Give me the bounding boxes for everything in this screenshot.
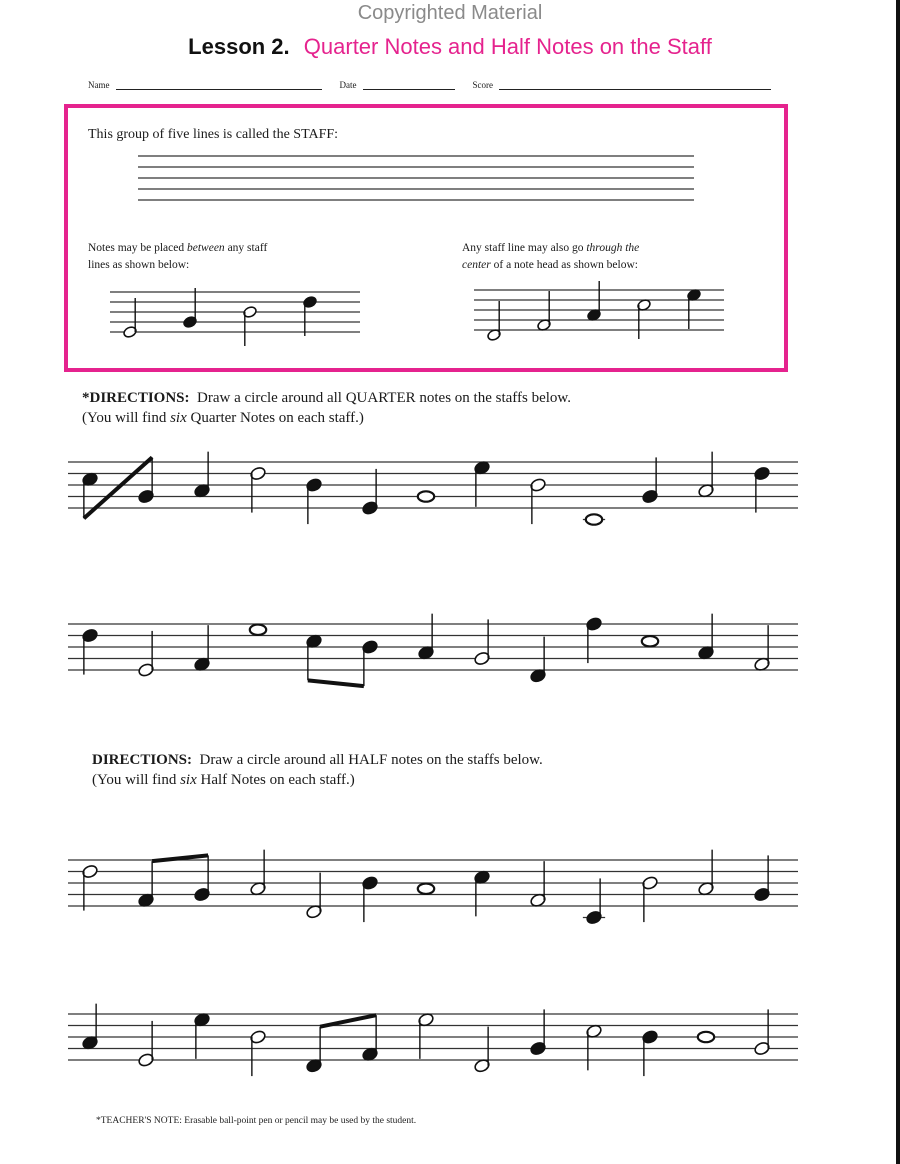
quarter-note[interactable] [193, 625, 210, 672]
through-caption: Any staff line may also go through the center of a note head as shown below: [462, 242, 640, 271]
between-example-staff [110, 284, 360, 344]
quarter-note[interactable] [586, 281, 601, 322]
whole-note[interactable] [418, 491, 434, 501]
name-label: Name [88, 80, 110, 90]
quarter-note[interactable] [753, 466, 770, 513]
half-note[interactable] [486, 301, 501, 342]
quarter-note[interactable] [361, 469, 378, 516]
whole-note[interactable] [698, 1032, 714, 1042]
half-exercise-staff-2[interactable] [68, 1000, 798, 1100]
quarter-note[interactable] [81, 628, 98, 675]
half-note[interactable] [529, 861, 546, 908]
quarter-note[interactable] [529, 637, 546, 684]
quarter-exercise-staff-2[interactable] [68, 610, 798, 710]
half-note[interactable] [249, 850, 266, 897]
quarter-note[interactable] [137, 861, 154, 908]
half-note[interactable] [137, 1021, 154, 1068]
quarter-note[interactable] [361, 639, 378, 686]
quarter-note[interactable] [305, 634, 322, 681]
between-caption: Notes may be placed between any staff lines as shown below: [88, 242, 268, 271]
half-note[interactable] [536, 291, 551, 332]
example-staff [138, 152, 698, 204]
half-note[interactable] [585, 1024, 602, 1071]
score-label: Score [472, 80, 493, 90]
quarter-note[interactable] [81, 1004, 98, 1051]
copyright-watermark: Copyrighted Material [357, 2, 543, 24]
half-note[interactable] [417, 1012, 434, 1059]
quarter-note[interactable] [473, 870, 490, 917]
half-note[interactable] [473, 619, 490, 666]
half-note[interactable] [529, 477, 546, 524]
quarter-directions: *DIRECTIONS: Draw a circle around all QUARTER notes on the staffs below. (You will find six Quarter Notes on each staff.) [82, 390, 572, 426]
quarter-note[interactable] [641, 1029, 658, 1076]
whole-note[interactable] [250, 625, 266, 635]
half-note[interactable] [249, 1029, 266, 1076]
quarter-note[interactable] [305, 477, 322, 524]
half-note[interactable] [242, 305, 257, 346]
quarter-note[interactable] [182, 288, 197, 329]
half-note[interactable] [249, 466, 266, 513]
whole-note[interactable] [583, 514, 605, 524]
name-field[interactable] [116, 81, 322, 90]
date-field[interactable] [363, 81, 455, 90]
quarter-note[interactable] [753, 855, 770, 902]
quarter-note[interactable] [473, 460, 490, 507]
quarter-note[interactable] [417, 614, 434, 661]
half-note[interactable] [697, 452, 714, 499]
quarter-note[interactable] [641, 457, 658, 504]
whole-note[interactable] [418, 884, 434, 894]
half-note[interactable] [122, 298, 137, 339]
quarter-note[interactable] [361, 875, 378, 922]
student-fields [88, 80, 778, 90]
half-note[interactable] [473, 1027, 490, 1074]
quarter-note[interactable] [697, 614, 714, 661]
lesson-subtitle: Quarter Notes and Half Notes on the Staff [303, 34, 712, 59]
beam [84, 457, 152, 518]
quarter-note[interactable] [305, 1027, 322, 1074]
quarter-note[interactable] [193, 855, 210, 902]
quarter-note[interactable] [686, 288, 701, 329]
page-title [0, 34, 900, 60]
quarter-note[interactable] [529, 1009, 546, 1056]
quarter-note[interactable] [193, 452, 210, 499]
teacher-note: *TEACHER'S NOTE: Erasable ball-point pen or pencil may be used by the student. [96, 1116, 417, 1126]
staff-definition: This group of five lines is called the STAFF: [88, 127, 339, 142]
half-exercise-staff-1[interactable] [68, 846, 798, 946]
half-note[interactable] [81, 864, 98, 911]
quarter-note[interactable] [361, 1015, 378, 1062]
quarter-note[interactable] [302, 295, 317, 336]
lesson-number: Lesson 2. [188, 34, 290, 59]
half-note[interactable] [753, 1009, 770, 1056]
whole-note[interactable] [642, 636, 658, 646]
half-directions: DIRECTIONS: Draw a circle around all HALF notes on the staffs below. (You will find six Half Notes on each staff.) [92, 752, 543, 788]
quarter-exercise-staff-1[interactable] [68, 448, 798, 548]
through-example-staff [474, 282, 724, 342]
half-note[interactable] [305, 873, 322, 920]
page-edge [896, 0, 900, 1164]
half-note[interactable] [137, 631, 154, 678]
half-note[interactable] [636, 298, 651, 339]
beam [308, 680, 364, 686]
half-note[interactable] [641, 875, 658, 922]
half-note[interactable] [753, 625, 770, 672]
quarter-note[interactable] [585, 616, 602, 663]
date-label: Date [339, 80, 357, 90]
score-field[interactable] [499, 81, 771, 90]
intro-box [64, 104, 788, 372]
half-note[interactable] [697, 850, 714, 897]
quarter-note[interactable] [583, 878, 605, 925]
quarter-note[interactable] [193, 1012, 210, 1059]
